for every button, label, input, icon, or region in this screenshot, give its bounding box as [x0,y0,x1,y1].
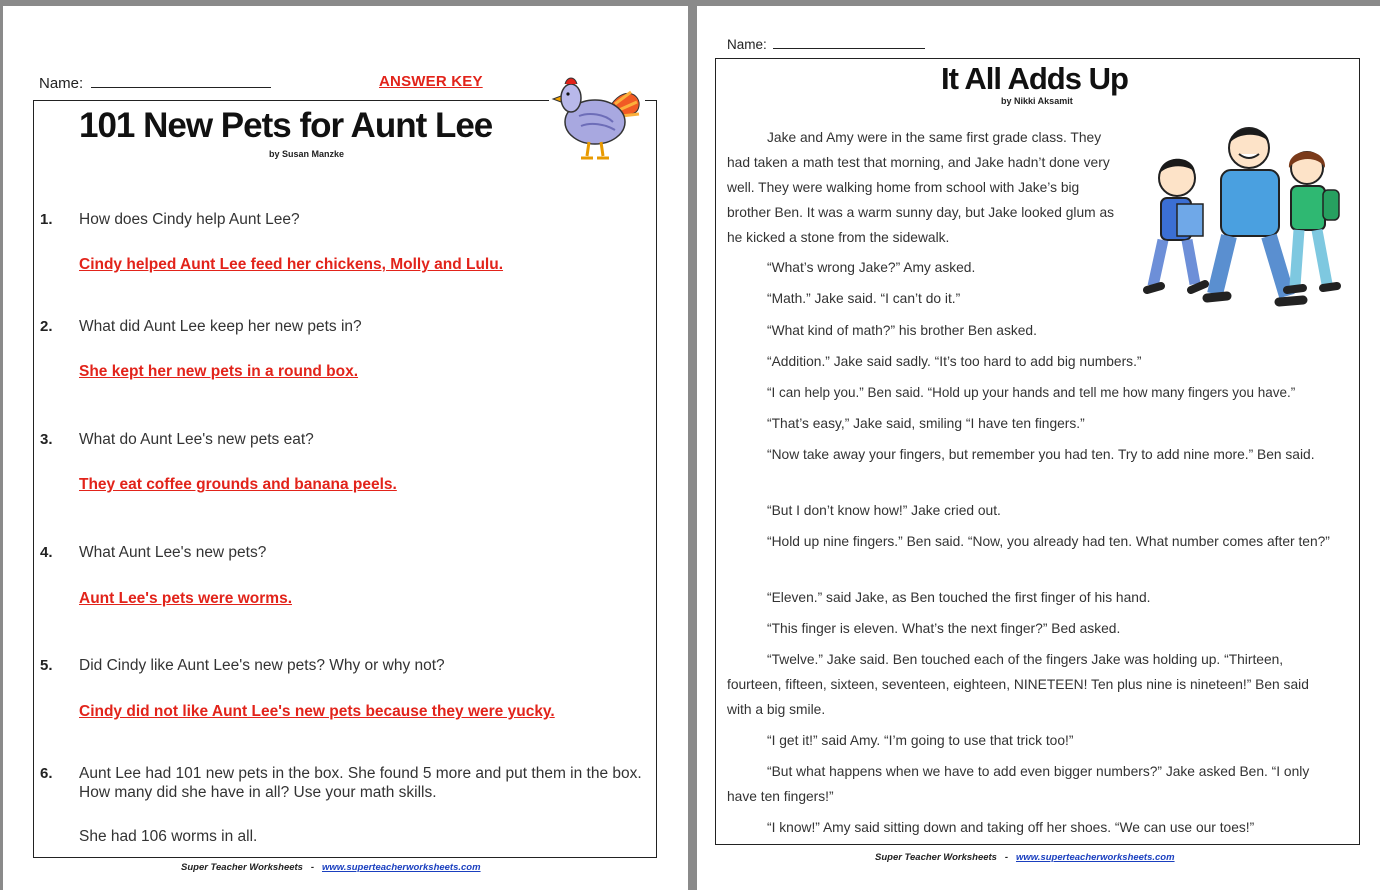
footer-link[interactable]: www.superteacherworksheets.com [1015,852,1175,863]
story-paragraph: “Addition.” Jake said sadly. “It’s too hard to add big numbers.” [767,354,1142,369]
footer-link[interactable]: www.superteacherworksheets.com [321,862,481,873]
question-text: Aunt Lee had 101 new pets in the box. She found 5 more and put them in the box. How many did she have in all? Use your math skills. [79,765,642,801]
footer-brand: Super Teacher Worksheets [875,852,997,863]
footer [181,862,481,873]
answer-text: Cindy helped Aunt Lee feed her chickens, Molly and Lulu. [79,256,504,273]
hen-illustration [549,66,645,166]
story-paragraph: “Hold up nine fingers.” Ben said. “Now, you already had ten. What number comes after ten?” [767,534,1330,549]
right-story-page [697,6,1380,890]
story-title: It All Adds Up [941,61,1128,96]
question-number: 6. [40,765,53,782]
answer-text: They eat coffee grounds and banana peels. [79,476,397,493]
name-blank [91,73,271,88]
question-text: What did Aunt Lee keep her new pets in? [79,318,362,335]
story-paragraph: “I can help you.” Ben said. “Hold up your hands and tell me how many fingers you have.” [767,385,1296,400]
byline: by Susan Manzke [269,149,345,159]
story-paragraph: “Twelve.” Jake said. Ben touched each of the fingers Jake was holding up. “Thirteen, fourteen, fifteen, sixteen, seventeen, eighteen, NINETEEN! Ten plus nine is nineteen!” Ben said with a big smile. [727,652,1309,717]
story-paragraph: “What’s wrong Jake?” Amy asked. [767,260,976,275]
name-field [727,36,925,52]
footer-separator: - [310,862,315,873]
story-paragraph: “That’s easy,” Jake said, smiling “I have ten fingers.” [767,416,1085,431]
name-label: Name: [39,75,84,92]
question-text: How does Cindy help Aunt Lee? [79,211,300,228]
story-paragraph: “What kind of math?” his brother Ben asked. [767,323,1037,338]
question-text: What Aunt Lee's new pets? [79,544,267,561]
footer-brand: Super Teacher Worksheets [181,862,303,873]
footer [875,852,1175,863]
story-paragraph: “But what happens when we have to add even bigger numbers?” Jake asked Ben. “I only have ten fingers!” [727,764,1310,804]
question-number: 4. [40,544,53,561]
answer-text: Aunt Lee's pets were worms. [79,590,292,607]
answer-text: She kept her new pets in a round box. [79,363,359,380]
question-number: 1. [40,211,53,228]
name-blank [773,36,925,49]
byline: by Nikki Aksamit [1001,96,1073,106]
question-text: Did Cindy like Aunt Lee's new pets? Why or why not? [79,657,445,674]
story-paragraph: “But I don’t know how!” Jake cried out. [767,503,1001,518]
left-worksheet-page [3,6,688,890]
footer-separator: - [1004,852,1009,863]
story-paragraph: “I know!” Amy said sitting down and taking off her shoes. “We can use our toes!” [767,820,1255,835]
question-text: What do Aunt Lee's new pets eat? [79,431,314,448]
story-paragraph: “Eleven.” said Jake, as Ben touched the first finger of his hand. [767,590,1151,605]
story-paragraph: “Math.” Jake said. “I can’t do it.” [767,291,961,306]
question-number: 2. [40,318,53,335]
name-label: Name: [727,37,767,52]
name-field [39,73,271,92]
worksheet-title: 101 New Pets for Aunt Lee [79,106,493,145]
question-number: 5. [40,657,53,674]
story-paragraph: Jake and Amy were in the same first grade class. They had taken a math test that morning, and Jake hadn’t done very well. They were walking home from school with Jake’s big brother Ben. It was a warm sunny day, but Jake looked glum as he kicked a stone from the sidewalk. [727,130,1115,245]
story-paragraph: “Now take away your fingers, but remember you had ten. Try to add nine more.” Ben said. [767,447,1315,462]
question-number: 3. [40,431,53,448]
story-paragraph: “I get it!” said Amy. “I’m going to use that trick too!” [767,733,1074,748]
answer-key-label: ANSWER KEY [379,73,483,90]
answer-text: Cindy did not like Aunt Lee's new pets because they were yucky. [79,703,555,720]
story-paragraph: “This finger is eleven. What’s the next finger?” Bed asked. [767,621,1121,636]
answer-text: She had 106 worms in all. [79,828,258,845]
